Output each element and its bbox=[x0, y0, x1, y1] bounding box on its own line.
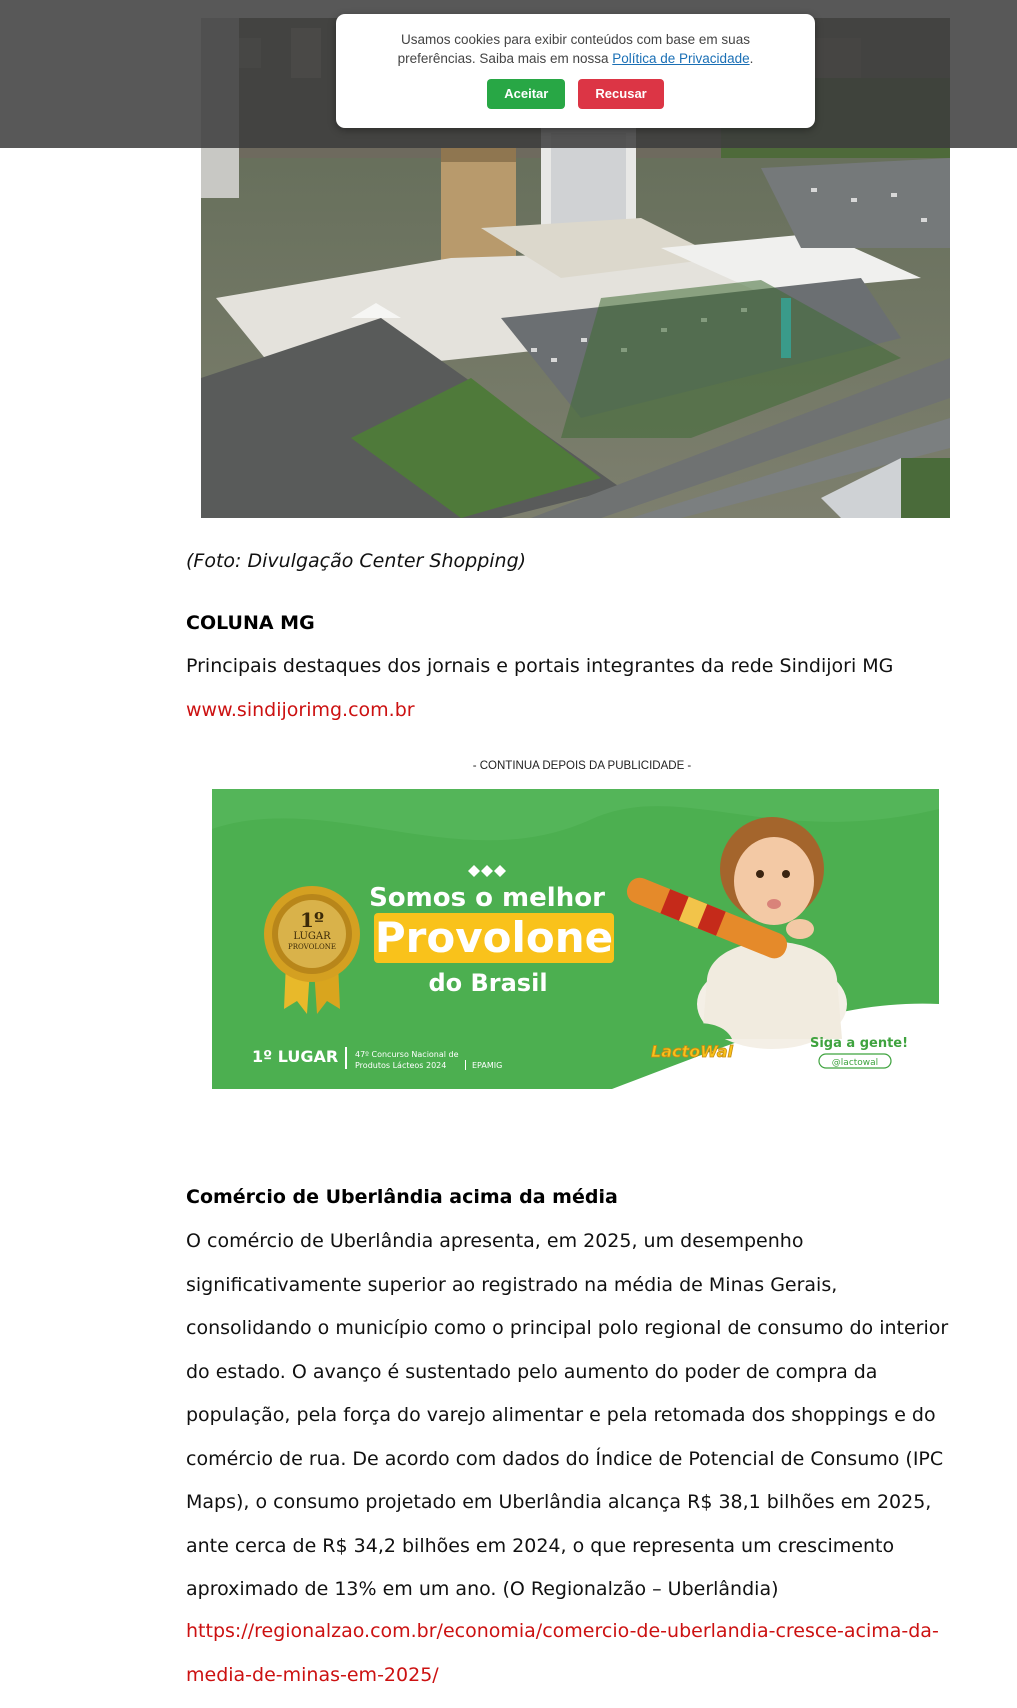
cookie-buttons bbox=[336, 79, 815, 109]
ad-award: 1º LUGAR bbox=[252, 1047, 339, 1066]
ad-contest-line2: Produtos Lácteos 2024 bbox=[355, 1061, 447, 1070]
cookie-message-period: . bbox=[749, 51, 754, 66]
photo-caption: (Foto: Divulgação Center Shopping) bbox=[186, 550, 527, 572]
ad-headline-2: Provolone bbox=[374, 913, 614, 962]
sindijori-link[interactable]: www.sindijorimg.com.br bbox=[186, 699, 415, 721]
cookie-consent-dialog bbox=[336, 14, 815, 128]
ad-brand: LactoWal bbox=[651, 1042, 733, 1061]
ad-handle: @lactowal bbox=[831, 1058, 879, 1068]
article-body: O comércio de Uberlândia apresenta, em 2025, um desempenho significativamente superior ao registrado na média de Minas Gerais, consolidando o município como o principal polo regional de consumo do interior do estado. O avanço é sustentado pelo aumento do poder de compra da população, pela força do varejo alimentar e pela retomada dos shoppings e do comércio de rua. De acordo com dados do Índice de Potencial de Consumo (IPC Maps), o consumo projetado em Uberlândia alcança R$ 38,1 bilhões em 2025, ante cerca de R$ 34,2 bilhões em 2024, o que representa um crescimento aproximado de 13% em um ano. (O Regionalzão – Uberlândia) bbox=[186, 1230, 949, 1600]
article-source-link[interactable]: https://regionalzao.com.br/economia/comercio-de-uberlandia-cresce-acima-da-media-de-minas-em-2025/ bbox=[186, 1620, 939, 1686]
medal-text-3: PROVOLONE bbox=[288, 943, 336, 951]
ad-follow: Siga a gente! bbox=[809, 1036, 909, 1051]
cookie-message-text: Usamos cookies para exibir conteúdos com base em suas preferências. Saiba mais em nossa bbox=[397, 32, 750, 66]
privacy-policy-link[interactable]: Política de Privacidade bbox=[612, 51, 750, 66]
ad-headline-1: Somos o melhor bbox=[369, 883, 605, 913]
provolone-ad-graphic bbox=[212, 789, 939, 1089]
ad-label: - CONTINUA DEPOIS DA PUBLICIDADE - bbox=[472, 760, 692, 772]
ad-headline-3: do Brasil bbox=[428, 969, 548, 997]
medal-text-1: 1º bbox=[300, 908, 324, 932]
article-heading: Comércio de Uberlândia acima da média bbox=[186, 1186, 618, 1208]
ad-contest-org: EPAMIG bbox=[472, 1061, 503, 1070]
section-heading: COLUNA MG bbox=[186, 612, 315, 634]
cookie-message bbox=[376, 30, 775, 68]
reject-cookies-button[interactable]: Recusar bbox=[578, 79, 663, 109]
section-description: Principais destaques dos jornais e portais integrantes da rede Sindijori MG bbox=[186, 655, 894, 677]
ad-banner[interactable] bbox=[212, 789, 939, 1089]
medal-text-2: LUGAR bbox=[293, 931, 331, 942]
accept-cookies-button[interactable]: Aceitar bbox=[487, 79, 565, 109]
ad-contest-line1: 47º Concurso Nacional de bbox=[355, 1050, 459, 1059]
